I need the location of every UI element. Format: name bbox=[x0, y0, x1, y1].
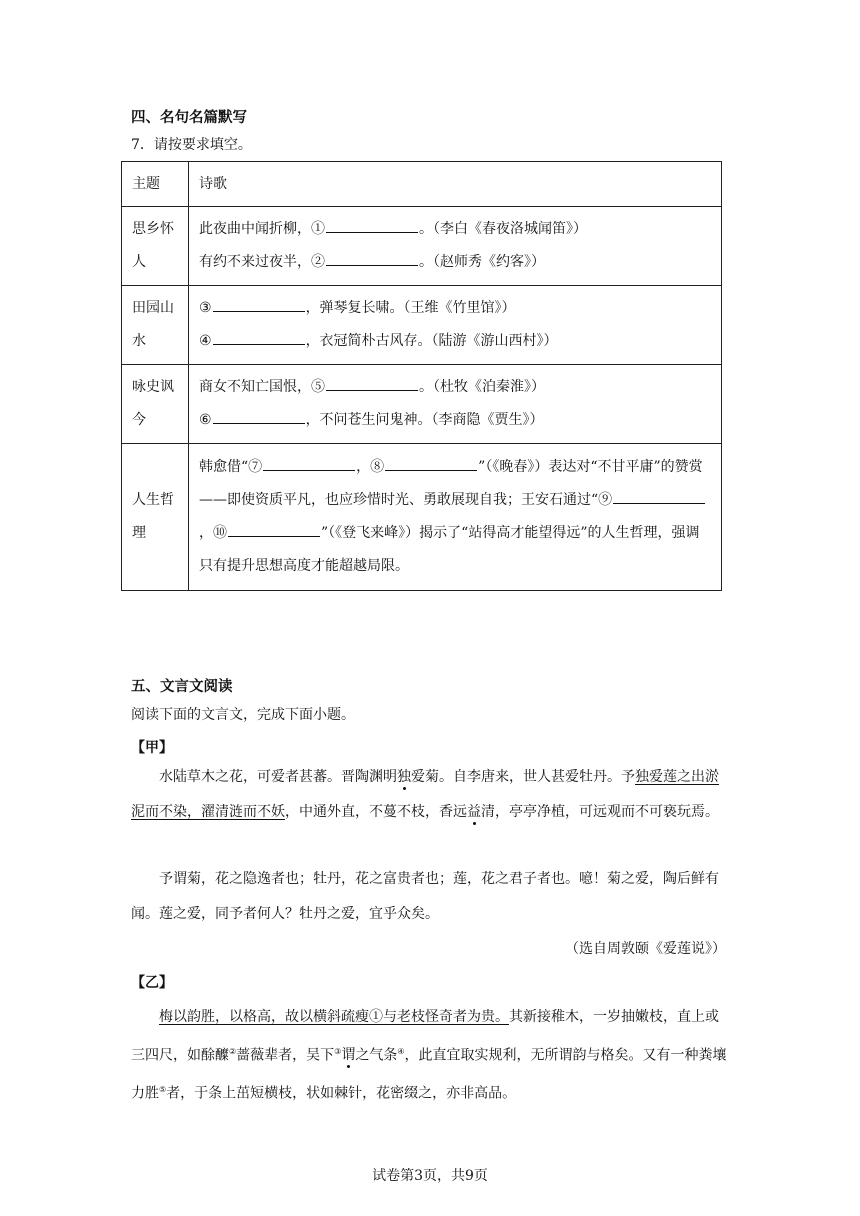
row-theme: 田园山水 bbox=[122, 286, 189, 365]
blank-4[interactable] bbox=[213, 330, 305, 345]
passage-label-jia: 【甲】 bbox=[131, 740, 173, 756]
passage-yi-p1: 梅以韵胜，以格高，故以横斜疏瘦①与老枝怪奇者为贵。其新接稚木，一岁抽嫩枝，直上或三四尺，如酴醾②蔷薇辈者，吴下③谓之气条④，此直宜取实规利，无所谓韵与格矣。又有一种粪壤力胜⑤者，于条上茁短横枝，状如棘针，花密缀之，亦非高品。 bbox=[131, 1009, 727, 1102]
row-theme: 咏史讽今 bbox=[122, 365, 189, 444]
blank-7[interactable] bbox=[263, 456, 355, 471]
blank-6[interactable] bbox=[213, 409, 305, 424]
blank-10[interactable] bbox=[228, 522, 320, 537]
blank-9[interactable] bbox=[613, 489, 705, 504]
table-row bbox=[122, 286, 722, 365]
blank-1[interactable] bbox=[326, 218, 418, 233]
passage-source: （选自周敦颐《爱莲说》） bbox=[565, 941, 726, 957]
header-poem: 诗歌 bbox=[189, 162, 722, 207]
passage-label-yi: 【乙】 bbox=[131, 975, 173, 991]
poem-table bbox=[121, 161, 722, 591]
table-row bbox=[122, 444, 722, 591]
row-poem: 韩愈借“⑦ ，⑧ ”（《晚春》）表达对“不甘平庸”的赞赏——即使资质平凡，也应珍惜时光、勇敢展现自我；王安石通过“⑨，⑩ ”（《登飞来峰》）揭示了“站得高才能望得远”的人生哲理，强调只有提升思想高度才能超越局限。 bbox=[189, 444, 722, 591]
section-title: 五、文言文阅读 bbox=[131, 679, 233, 695]
row-poem: 商女不知亡国恨，⑤ 。（杜牧《泊秦淮》） ⑥ ，不问苍生问鬼神。（李商隐《贾生》） bbox=[189, 365, 722, 444]
section-title: 四、名句名篇默写 bbox=[131, 110, 247, 126]
header-theme: 主题 bbox=[122, 162, 189, 207]
blank-5[interactable] bbox=[326, 376, 418, 391]
row-theme: 人生哲理 bbox=[122, 444, 189, 591]
passage-jia-p2: 予谓菊，花之隐逸者也；牡丹，花之富贵者也；莲，花之君子者也。噫！菊之爱，陶后鲜有闻。莲之爱，同予者何人？牡丹之爱，宜乎众矣。 bbox=[131, 871, 719, 922]
question-text: 7．请按要求填空。 bbox=[131, 137, 252, 153]
table-row bbox=[122, 365, 722, 444]
passage-jia-p1: 水陆草木之花，可爱者甚蕃。晋陶渊明独爱菊。自李唐来，世人甚爱牡丹。予独爱莲之出淤泥而不染，濯清涟而不妖，中通外直，不蔓不枝，香远益清，亭亭净植，可远观而不可亵玩焉。 bbox=[131, 769, 719, 820]
row-theme: 思乡怀人 bbox=[122, 207, 189, 286]
table-header-row bbox=[122, 162, 722, 207]
blank-3[interactable] bbox=[213, 297, 305, 312]
table-row bbox=[122, 207, 722, 286]
row-poem: ③ ，弹琴复长啸。（王维《竹里馆》） ④ ，衣冠简朴古风存。（陆游《游山西村》） bbox=[189, 286, 722, 365]
page-footer: 试卷第3页，共9页 bbox=[372, 1168, 488, 1184]
row-poem: 此夜曲中闻折柳，① 。（李白《春夜洛城闻笛》） 有约不来过夜半，② 。（赵师秀《约客》） bbox=[189, 207, 722, 286]
reading-intro: 阅读下面的文言文，完成下面小题。 bbox=[131, 707, 355, 723]
blank-2[interactable] bbox=[326, 251, 418, 266]
blank-8[interactable] bbox=[385, 456, 477, 471]
